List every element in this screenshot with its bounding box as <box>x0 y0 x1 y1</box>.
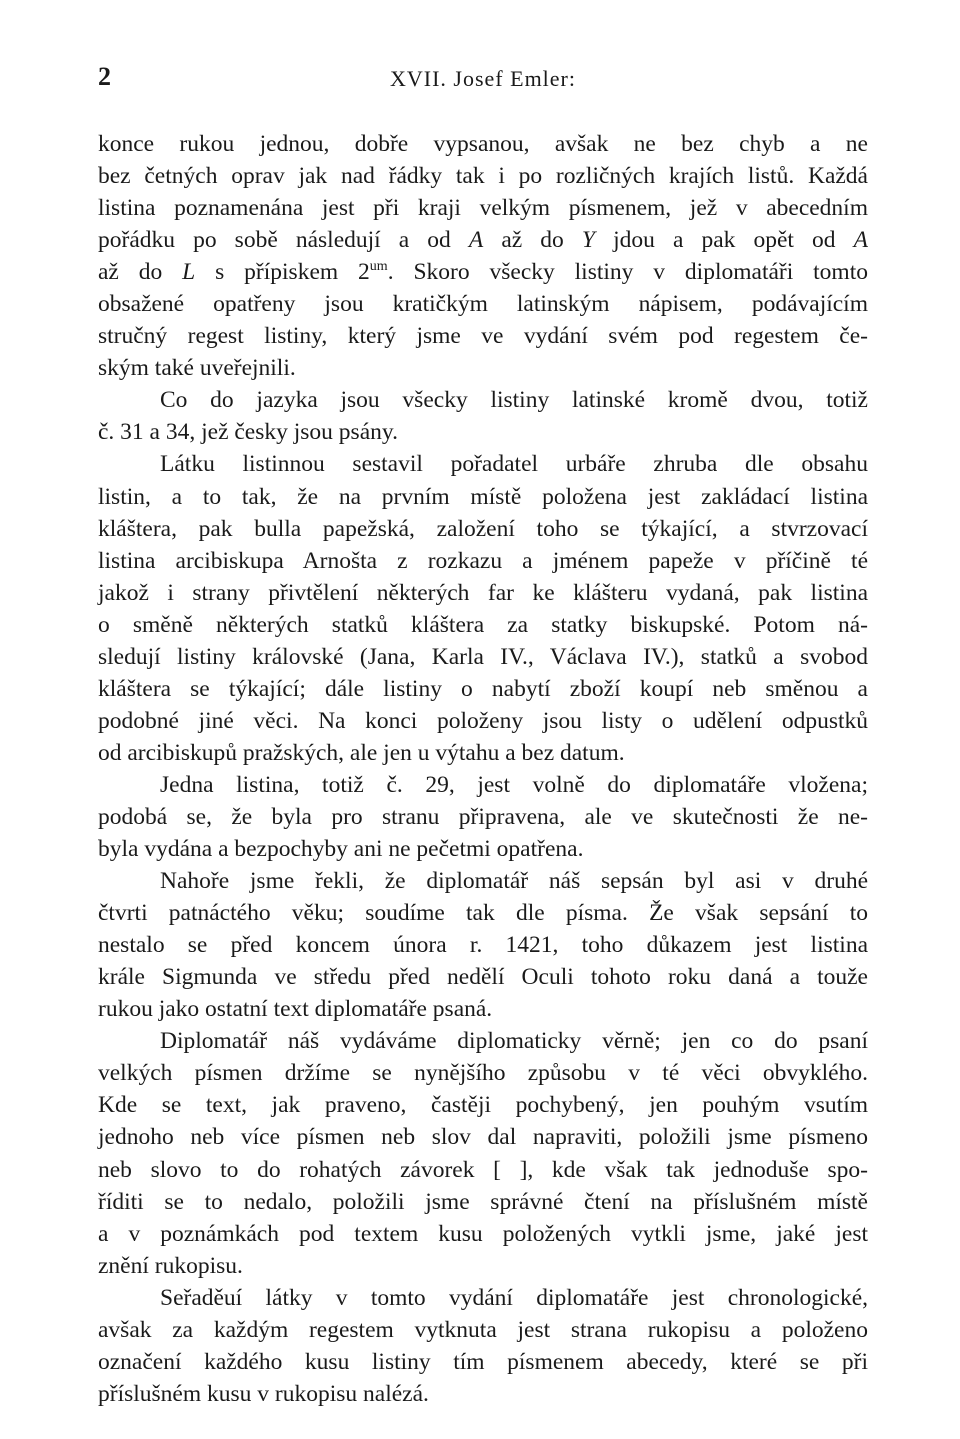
text-line: nestalo se před koncem února r. 1421, toho důkazem jest listina <box>98 932 868 959</box>
text-line: kláštera, pak bulla papežská, založení toho se týkající, a stvrzovací <box>98 515 868 542</box>
text-line: listina poznamenána jest při kraji velkým písmenem, jež v abecedním <box>98 195 868 222</box>
text-line: od arcibiskupů pražských, ale jen u výtahu a bez datum. <box>98 739 625 766</box>
text-line: jakož i strany přivtělení některých far ke klášteru vydaná, pak listina <box>98 579 868 606</box>
text-line: ským také uveřejnili. <box>98 355 296 382</box>
text-line: listin, a to tak, že na prvním místě položena jest zakládací listina <box>98 483 868 510</box>
text-line: Diplomatář náš vydáváme diplomaticky věrně; jen co do psaní <box>160 1028 868 1055</box>
text-line: obsažené opatřeny jsou kratičkým latinským nápisem, podávajícím <box>98 291 868 318</box>
text-line: o směně některých statků kláštera za statky biskupské. Potom ná- <box>98 611 868 638</box>
page-header <box>98 62 868 98</box>
text-line: rukou jako ostatní text diplomatáře psaná. <box>98 996 493 1023</box>
text-line: podobné jiné věci. Na konci položeny jsou listy o udělení odpustků <box>98 707 868 734</box>
text-line: Látku listinnou sestavil pořadatel urbáře zhruba dle obsahu <box>160 451 868 478</box>
text-line: pořádku po sobě následují a od A až do Y jdou a pak opět od A <box>98 227 868 254</box>
text-line: označení každého kusu listiny tím písmenem abecedy, které se při <box>98 1348 868 1375</box>
body-text <box>98 128 868 1410</box>
text-line: neb slovo to do rohatých závorek [ ], kde však tak jednoduše spo- <box>98 1156 868 1183</box>
text-line: stručný regest listiny, který jsme ve vydání svém pod regestem če- <box>98 323 868 350</box>
text-line: byla vydána a bezpochyby ani ne pečetmi opatřena. <box>98 836 584 863</box>
running-head: XVII. Josef Emler: <box>389 66 576 91</box>
text-line: velkých písmen držíme se nynějšího způsobu v té věci obvyklého. <box>98 1060 868 1087</box>
text-line: č. 31 a 34, jež česky jsou psány. <box>98 419 398 446</box>
text-line: až do L s přípiskem $2^{um}$. Skoro všecky listiny v diplomatáři tomto <box>98 259 868 286</box>
text-line: kláštera se týkající; dále listiny o nabytí zboží koupí neb směnou a <box>98 675 868 702</box>
text-line: konce rukou jednou, dobře vypsanou, avšak ne bez chyb a ne <box>98 131 868 157</box>
text-line: příslušném kusu v rukopisu nalézá. <box>98 1380 429 1407</box>
text-line: krále Sigmunda ve středu před nedělí Oculi tohoto roku daná a touže <box>98 964 868 991</box>
text-line: bez četných oprav jak nad řádky tak i po rozličných krajích listů. Každá <box>98 163 868 190</box>
page-number: 2 <box>98 62 111 91</box>
text-line: Co do jazyka jsou všecky listiny latinské kromě dvou, totiž <box>160 387 868 414</box>
text-line: listina arcibiskupa Arnošta z rozkazu a jménem papeže v příčině té <box>98 547 868 574</box>
text-line: Jedna listina, totiž č. 29, jest volně do diplomatáře vložena; <box>160 771 868 798</box>
text-line: Kde se text, jak praveno, častěji pochybený, jen pouhým vsutím <box>98 1092 868 1119</box>
text-line: a v poznámkách pod textem kusu položených vytkli jsme, jaké jest <box>98 1220 868 1247</box>
text-line: podobá se, že byla pro stranu připravena, ale ve skutečnosti že ne- <box>98 803 868 830</box>
text-line: jednoho neb více písmen neb slov dal napraviti, položili jsme písmeno <box>98 1124 868 1151</box>
text-line: říditi se to nedalo, položili jsme správné čtení na příslušném místě <box>98 1188 868 1215</box>
text-line: Nahoře jsme řekli, že diplomatář náš sepsán byl asi v druhé <box>160 868 868 895</box>
text-line: avšak za každým regestem vytknuta jest strana rukopisu a položeno <box>98 1316 868 1343</box>
text-line: sledují listiny královské (Jana, Karla IV., Václava IV.), statků a svobod <box>98 643 868 670</box>
text-line: Seřaděuí látky v tomto vydání diplomatáře jest chronologické, <box>160 1284 868 1311</box>
text-line: znění rukopisu. <box>98 1252 243 1279</box>
text-line: čtvrti patnáctého věku; soudíme tak dle písma. Že však sepsání to <box>98 900 868 927</box>
